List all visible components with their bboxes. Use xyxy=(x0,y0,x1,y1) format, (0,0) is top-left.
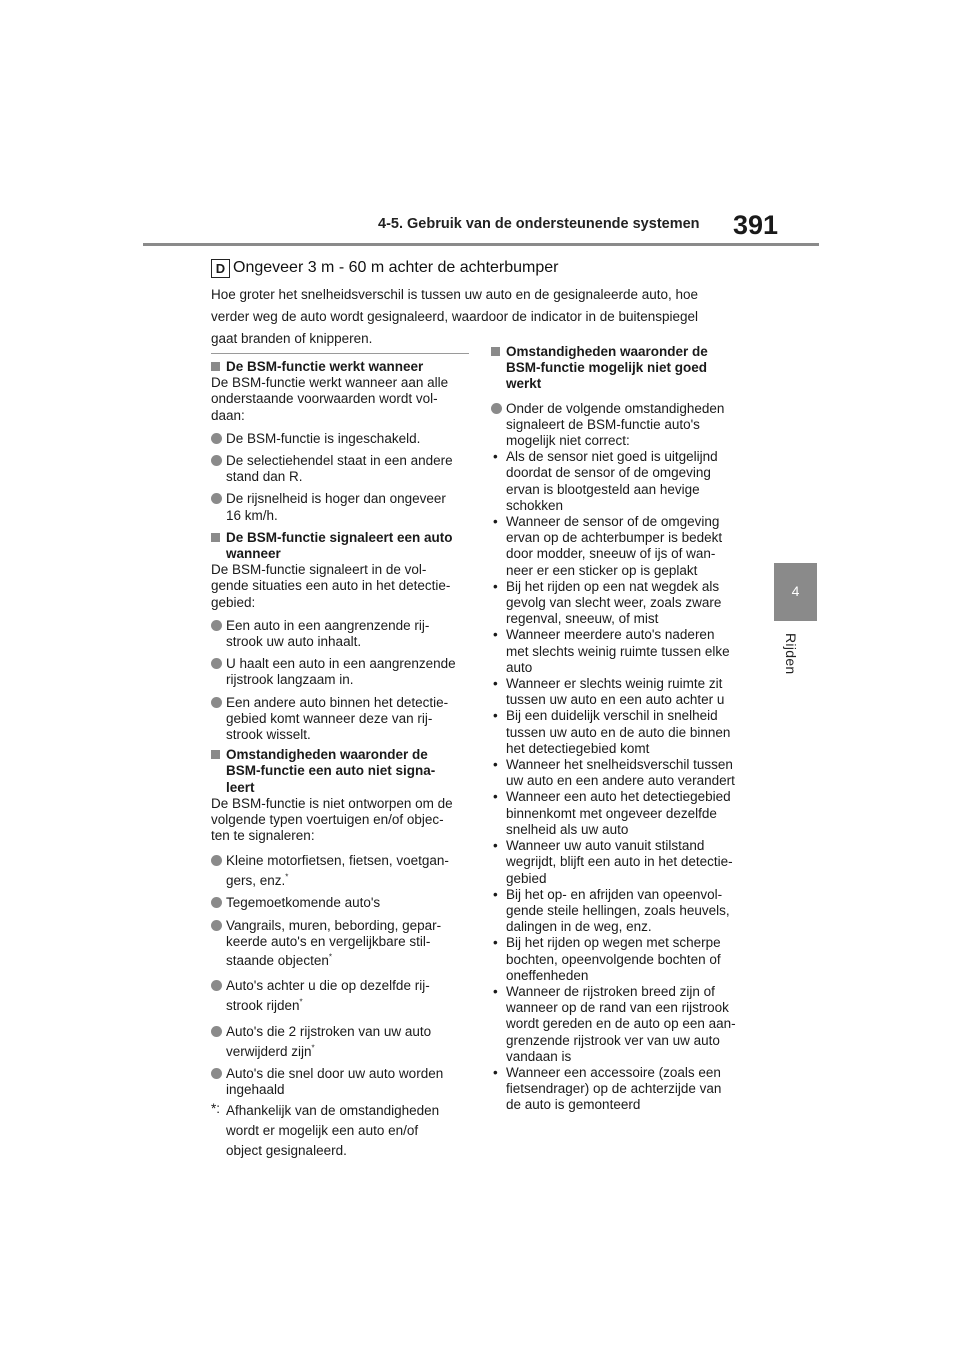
left-column xyxy=(211,353,473,1161)
list-item: U haalt een auto in een aangrenzende rijstrook langzaam in. xyxy=(211,656,473,688)
bullet-point-icon: • xyxy=(493,757,498,773)
footnote-marker: * xyxy=(311,1043,315,1053)
chapter-label: Rijden xyxy=(783,633,799,675)
bullet-dot-icon xyxy=(491,403,502,414)
condition-line: tussen uw auto en de auto die binnen xyxy=(506,724,731,740)
condition-line: Wanneer de sensor of de omgeving xyxy=(506,514,720,530)
bullet-dot-icon xyxy=(211,897,222,908)
condition-line: gevolg van slecht weer, zoals zware xyxy=(506,595,722,611)
condition-item xyxy=(491,789,759,838)
condition-item xyxy=(491,579,759,628)
list-item: Auto's die snel door uw auto worden ingehaald xyxy=(211,1066,473,1098)
bullet-dot-icon xyxy=(211,1026,222,1037)
footnote-marker: * xyxy=(285,872,289,882)
condition-item xyxy=(491,708,759,757)
condition-line: het detectiegebied komt xyxy=(506,740,650,756)
bullet-dot-icon xyxy=(211,920,222,931)
bullet-dot-icon xyxy=(211,697,222,708)
condition-line: Wanneer uw auto vanuit stilstand xyxy=(506,838,705,854)
condition-line: auto xyxy=(506,659,533,675)
condition-line: ervan op de achterbumper is bedekt xyxy=(506,530,723,546)
condition-item xyxy=(491,449,759,514)
list-item: Onder de volgende omstandigheden signaleert de BSM-functie auto's mogelijk niet correct: xyxy=(491,401,759,450)
condition-line: neer er een sticker op is geplakt xyxy=(506,562,698,578)
condition-line: de auto is gemonteerd xyxy=(506,1097,641,1113)
footnote-mark: *: xyxy=(211,1100,221,1116)
bullet-dot-icon xyxy=(211,658,222,669)
bullet-point-icon: • xyxy=(493,886,498,902)
bullet-dot-icon xyxy=(211,455,222,466)
chapter-tab xyxy=(774,563,817,621)
section-title: 4-5. Gebruik van de ondersteunende systemen xyxy=(378,216,700,232)
condition-line: vandaan is xyxy=(506,1048,572,1064)
footnote: *: Afhankelijk van de omstandigheden wordt er mogelijk een auto en/of object gesignaleerd. xyxy=(211,1100,440,1158)
condition-line: tussen uw auto en een auto achter u xyxy=(506,692,725,708)
condition-item xyxy=(491,627,759,676)
list-item: De rijsnelheid is hoger dan ongeveer 16 km/h. xyxy=(211,491,473,523)
condition-line: grenzende rijstrook ver van uw auto xyxy=(506,1032,720,1048)
condition-line: Als de sensor niet goed is uitgelijnd xyxy=(506,449,718,465)
condition-item xyxy=(491,935,759,984)
bullet-dot-icon xyxy=(211,980,222,991)
section-paragraph: De BSM-functie signaleert in de vol- gende situaties een auto in het detectie- gebied: xyxy=(211,562,451,610)
bullet-point-icon: • xyxy=(493,578,498,594)
condition-item xyxy=(491,757,759,789)
condition-line: dalingen in de weg, enz. xyxy=(506,919,652,935)
d-heading: Ongeveer 3 m - 60 m achter de achterbumper xyxy=(233,259,559,276)
condition-item xyxy=(491,984,759,1065)
condition-line: schokken xyxy=(506,497,564,513)
list-item: Kleine motorfietsen, fietsen, voetgan- gers, enz.* xyxy=(211,851,473,891)
condition-line: snelheid als uw auto xyxy=(506,821,629,837)
bullet-dot-icon xyxy=(211,1068,222,1079)
condition-line: bochten, opeenvolgende bochten of xyxy=(506,951,721,967)
list-item: Auto's achter u die op dezelfde rij- strook rijden* xyxy=(211,976,473,1016)
list-item: Tegemoetkomende auto's xyxy=(211,895,473,911)
intro-line: Hoe groter het snelheidsverschil is tussen uw auto en de gesignaleerde auto, hoe xyxy=(211,287,699,302)
chapter-number: 4 xyxy=(791,583,800,599)
condition-line: uw auto en een andere auto verandert xyxy=(506,773,735,789)
condition-line: oneffenheden xyxy=(506,967,589,983)
intro-line: verder weg de auto wordt gesignaleerd, waardoor de indicator in de buitenspiegel xyxy=(211,309,699,324)
condition-line: gende steile hellingen, zoals heuvels, xyxy=(506,902,730,918)
bullet-point-icon: • xyxy=(493,627,498,643)
condition-line: Wanneer er slechts weinig ruimte zit xyxy=(506,676,723,692)
bullet-point-icon: • xyxy=(493,1064,498,1080)
condition-item xyxy=(491,887,759,936)
bullet-dot-icon xyxy=(211,493,222,504)
condition-line: Bij een duidelijk verschil in snelheid xyxy=(506,708,718,724)
intro-line: gaat branden of knipperen. xyxy=(211,331,373,346)
condition-line: Wanneer meerdere auto's naderen xyxy=(506,627,715,643)
footnote-marker: * xyxy=(299,997,303,1007)
d-badge: D xyxy=(211,259,230,278)
condition-line: met slechts weinig ruimte tussen elke xyxy=(506,643,730,659)
condition-item xyxy=(491,676,759,708)
condition-line: Bij het rijden op wegen met scherpe xyxy=(506,935,721,951)
condition-line: gebied xyxy=(506,870,547,886)
section-paragraph: De BSM-functie is niet ontworpen om de volgende typen voertuigen en/of objec- ten te signaleren: xyxy=(211,795,453,844)
bullet-dot-icon xyxy=(211,620,222,631)
condition-line: Wanneer de rijstroken breed zijn of xyxy=(506,983,715,999)
list-item: Vangrails, muren, bebording, gepar- keerde auto's en vergelijkbare stil- staande objecten* xyxy=(211,918,473,972)
bullet-point-icon: • xyxy=(493,514,498,530)
condition-line: door modder, sneeuw of ijs of wan- xyxy=(506,546,716,562)
section-paragraph: De BSM-functie werkt wanneer aan alle onderstaande voorwaarden wordt vol- daan: xyxy=(211,375,449,423)
list-item: Een andere auto binnen het detectie- gebied komt wanneer deze van rij- strook wisselt. xyxy=(211,695,473,744)
footnote-marker: * xyxy=(328,952,332,962)
list-item: Een auto in een aangrenzende rij- strook uw auto inhaalt. xyxy=(211,618,473,650)
right-column xyxy=(491,344,759,1114)
bullet-point-icon: • xyxy=(493,676,498,692)
condition-line: wordt gereden en de auto op een aan- xyxy=(506,1016,736,1032)
condition-line: fietsendrager) op de achterzijde van xyxy=(506,1081,722,1097)
bullet-point-icon: • xyxy=(493,789,498,805)
condition-line: doordat de sensor of de omgeving xyxy=(506,465,711,481)
section-malfunction-title: Omstandigheden waaronder de BSM-functie mogelijk niet goed werkt xyxy=(491,344,759,393)
condition-item xyxy=(491,514,759,579)
section-bsm-signals-title: De BSM-functie signaleert een auto wanneer xyxy=(211,530,473,562)
header-rule xyxy=(143,243,819,246)
condition-line: regenval, sneeuw, of mist xyxy=(506,611,659,627)
condition-line: ervan is blootgesteld aan hevige xyxy=(506,481,700,497)
list-item: Auto's die 2 rijstroken van uw auto verwijderd zijn* xyxy=(211,1022,473,1062)
section-bsm-active-title: De BSM-functie werkt wanneer xyxy=(211,359,473,375)
bullet-point-icon: • xyxy=(493,983,498,999)
bullet-point-icon: • xyxy=(493,935,498,951)
section-not-signaled-title: Omstandigheden waaronder de BSM-functie een auto niet signa- leert xyxy=(211,747,473,796)
condition-list xyxy=(491,449,759,1113)
condition-line: Bij het rijden op een nat wegdek als xyxy=(506,578,720,594)
condition-line: binnenkomt met ongeveer dezelfde xyxy=(506,805,717,821)
condition-item xyxy=(491,1065,759,1114)
condition-line: wegrijdt, blijft een auto in het detectie- xyxy=(506,854,733,870)
page-number: 391 xyxy=(733,210,779,240)
list-item: De BSM-functie is ingeschakeld. xyxy=(211,431,473,447)
list-item: De selectiehendel staat in een andere stand dan R. xyxy=(211,453,473,485)
condition-line: Wanneer een accessoire (zoals een xyxy=(506,1064,721,1080)
intro-paragraph xyxy=(211,284,771,350)
bullet-point-icon: • xyxy=(493,449,498,465)
condition-line: Bij het op- en afrijden van opeenvol- xyxy=(506,886,723,902)
bullet-dot-icon xyxy=(211,433,222,444)
condition-line: Wanneer een auto het detectiegebied xyxy=(506,789,731,805)
condition-line: Wanneer het snelheidsverschil tussen xyxy=(506,757,733,773)
condition-line: wanneer op de rand van een rijstrook xyxy=(506,1000,729,1016)
bullet-point-icon: • xyxy=(493,708,498,724)
condition-item xyxy=(491,838,759,887)
bullet-point-icon: • xyxy=(493,838,498,854)
bullet-dot-icon xyxy=(211,855,222,866)
